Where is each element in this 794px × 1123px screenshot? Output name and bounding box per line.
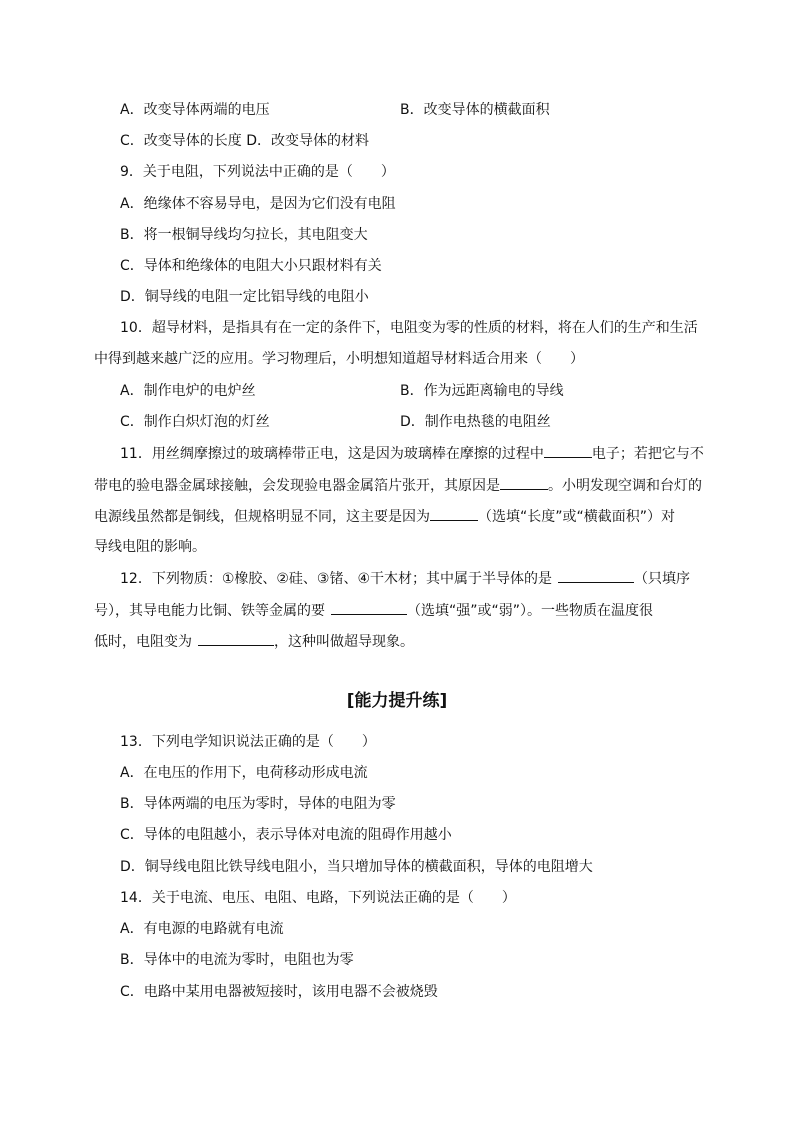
q11-text-1b: 电子；若把它与不 — [591, 446, 704, 462]
q8-option-cd: C．改变导体的长度 D．改变导体的材料 — [120, 133, 370, 149]
q11-text-2a: 带电的验电器金属球接触，会发现验电器金属箔片张开，其原因是 — [94, 478, 500, 494]
q14-stem: 14．关于电流、电压、电阻、电路，下列说法正确的是（ ） — [120, 890, 516, 906]
q10-option-b: B．作为远距离输电的导线 — [400, 383, 564, 399]
q12-blank-2[interactable] — [331, 600, 407, 615]
q12-text-2b: （选填“强”或“弱”）。一些物质在温度很 — [407, 603, 654, 619]
q12-blank-3[interactable] — [198, 631, 274, 646]
q14-option-b: B．导体中的电流为零时，电阻也为零 — [120, 952, 354, 968]
q9-option-a: A．绝缘体不容易导电，是因为它们没有电阻 — [120, 196, 396, 212]
q14-option-c: C．电路中某用电器被短接时，该用电器不会被烧毁 — [120, 984, 438, 1000]
section-title: [能力提升练] — [346, 691, 448, 711]
q9-option-b: B．将一根铜导线均匀拉长，其电阻变大 — [120, 227, 368, 243]
q10-option-a: A．制作电炉的电炉丝 — [120, 383, 256, 399]
q13-stem: 13．下列电学知识说法正确的是（ ） — [120, 734, 376, 750]
q13-option-b: B．导体两端的电压为零时，导体的电阻为零 — [120, 796, 396, 812]
q11-line1 — [120, 443, 704, 463]
q12-text-1a: 12．下列物质：①橡胶、②硅、③锗、④干木材；其中属于半导体的是 — [120, 571, 553, 587]
q12-text-2a: 号），其导电能力比铜、铁等金属的要 — [94, 603, 325, 619]
q12-text-1b: （只填序 — [634, 571, 691, 587]
q12-text-3a: 低时，电阻变为 — [94, 634, 192, 650]
q14-option-a: A．有电源的电路就有电流 — [120, 921, 284, 937]
q10-option-c: C．制作白炽灯泡的灯丝 — [120, 414, 270, 430]
q11-blank-2[interactable] — [500, 475, 548, 490]
q13-option-d: D．铜导线电阻比铁导线电阻小，当只增加导体的横截面积，导体的电阻增大 — [120, 859, 593, 875]
q10-stem-line2: 中得到越来越广泛的应用。学习物理后，小明想知道超导材料适合用来（ ） — [94, 351, 584, 367]
q11-blank-3[interactable] — [430, 506, 478, 521]
q11-line2 — [94, 475, 702, 495]
q11-text-1a: 11．用丝绸摩擦过的玻璃棒带正电，这是因为玻璃棒在摩擦的过程中 — [120, 446, 544, 462]
q9-stem: 9．关于电阻，下列说法中正确的是（ ） — [120, 164, 395, 180]
q10-stem-line1: 10．超导材料，是指具有在一定的条件下，电阻变为零的性质的材料，将在人们的生产和生活 — [120, 320, 698, 336]
q13-option-c: C．导体的电阻越小，表示导体对电流的阻碍作用越小 — [120, 827, 452, 843]
q9-option-d: D．铜导线的电阻一定比铝导线的电阻小 — [120, 289, 369, 305]
q12-line3 — [94, 631, 414, 651]
q8-option-b: B．改变导体的横截面积 — [400, 102, 550, 118]
q8-option-a: A．改变导体两端的电压 — [120, 102, 270, 118]
q11-blank-1[interactable] — [544, 443, 592, 458]
q10-option-d: D．制作电热毯的电阻丝 — [400, 414, 551, 430]
q11-line3 — [94, 506, 675, 526]
q12-line1 — [120, 568, 690, 588]
q11-line4: 导线电阻的影响。 — [94, 539, 206, 555]
q12-text-3b: ，这种叫做超导现象。 — [274, 634, 414, 650]
q12-line2 — [94, 600, 653, 620]
q11-text-3a: 电源线虽然都是铜线，但规格明显不同，这主要是因为 — [94, 509, 430, 525]
q11-text-3b: （选填“长度”或“横截面积”）对 — [478, 509, 676, 525]
q13-option-a: A．在电压的作用下，电荷移动形成电流 — [120, 765, 368, 781]
q11-text-2b: 。小明发现空调和台灯的 — [548, 478, 702, 494]
q9-option-c: C．导体和绝缘体的电阻大小只跟材料有关 — [120, 258, 382, 274]
q12-blank-1[interactable] — [558, 568, 634, 583]
